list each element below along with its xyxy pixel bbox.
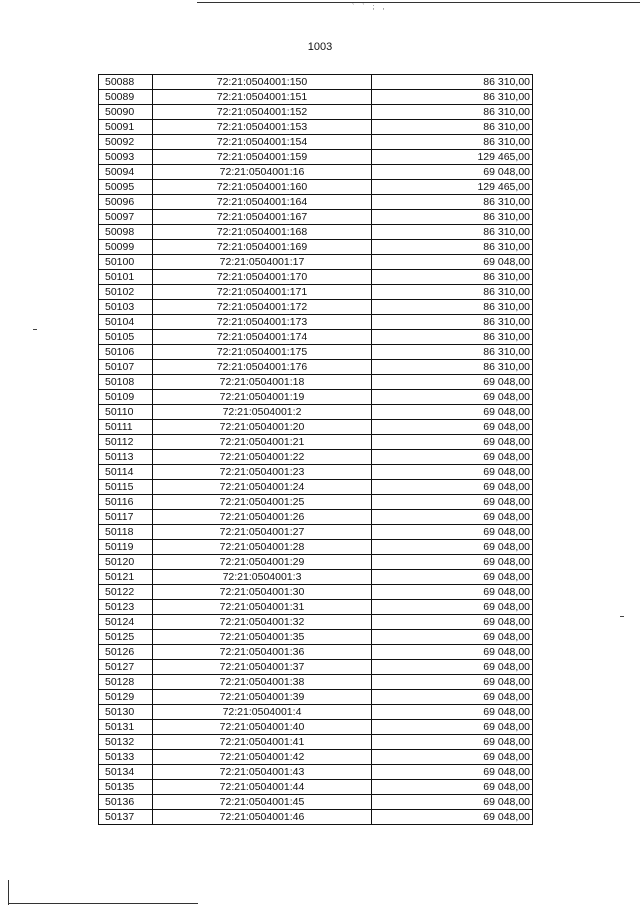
cadastral-number-cell: 72:21:0504001:19	[153, 390, 372, 405]
table-row	[99, 570, 533, 585]
table-row	[99, 420, 533, 435]
row-number-cell: 50112	[99, 435, 153, 450]
cadastral-number-cell: 72:21:0504001:20	[153, 420, 372, 435]
value-cell: 86 310,00	[372, 75, 533, 90]
table-row	[99, 285, 533, 300]
value-cell: 69 048,00	[372, 450, 533, 465]
cadastral-number-cell: 72:21:0504001:169	[153, 240, 372, 255]
cadastral-number-cell: 72:21:0504001:32	[153, 615, 372, 630]
table-row	[99, 630, 533, 645]
row-number-cell: 50132	[99, 735, 153, 750]
value-cell: 69 048,00	[372, 495, 533, 510]
table-row	[99, 810, 533, 825]
row-number-cell: 50095	[99, 180, 153, 195]
value-cell: 69 048,00	[372, 465, 533, 480]
table-row	[99, 150, 533, 165]
cadastral-number-cell: 72:21:0504001:159	[153, 150, 372, 165]
cadastral-number-cell: 72:21:0504001:21	[153, 435, 372, 450]
row-number-cell: 50099	[99, 240, 153, 255]
table-row	[99, 180, 533, 195]
table-row	[99, 195, 533, 210]
value-cell: 86 310,00	[372, 105, 533, 120]
value-cell: 69 048,00	[372, 630, 533, 645]
row-number-cell: 50109	[99, 390, 153, 405]
cadastral-number-cell: 72:21:0504001:41	[153, 735, 372, 750]
table-row	[99, 660, 533, 675]
value-cell: 86 310,00	[372, 210, 533, 225]
value-cell: 69 048,00	[372, 510, 533, 525]
table-row	[99, 540, 533, 555]
cadastral-number-cell: 72:21:0504001:164	[153, 195, 372, 210]
row-number-cell: 50107	[99, 360, 153, 375]
cadastral-number-cell: 72:21:0504001:37	[153, 660, 372, 675]
value-cell: 86 310,00	[372, 285, 533, 300]
cadastral-number-cell: 72:21:0504001:23	[153, 465, 372, 480]
value-cell: 86 310,00	[372, 330, 533, 345]
table-row	[99, 375, 533, 390]
value-cell: 69 048,00	[372, 660, 533, 675]
value-cell: 129 465,00	[372, 180, 533, 195]
row-number-cell: 50113	[99, 450, 153, 465]
cadastral-number-cell: 72:21:0504001:42	[153, 750, 372, 765]
cadastral-number-cell: 72:21:0504001:152	[153, 105, 372, 120]
row-number-cell: 50114	[99, 465, 153, 480]
cadastral-number-cell: 72:21:0504001:26	[153, 510, 372, 525]
bottom-rule	[8, 903, 198, 904]
cadastral-number-cell: 72:21:0504001:175	[153, 345, 372, 360]
table-row	[99, 75, 533, 90]
table-row	[99, 165, 533, 180]
value-cell: 69 048,00	[372, 675, 533, 690]
table-row	[99, 735, 533, 750]
table-row	[99, 705, 533, 720]
page-number: 1003	[307, 41, 333, 53]
cadastral-number-cell: 72:21:0504001:160	[153, 180, 372, 195]
value-cell: 129 465,00	[372, 150, 533, 165]
cadastral-number-cell: 72:21:0504001:173	[153, 315, 372, 330]
cadastral-number-cell: 72:21:0504001:171	[153, 285, 372, 300]
cadastral-number-cell: 72:21:0504001:35	[153, 630, 372, 645]
row-number-cell: 50089	[99, 90, 153, 105]
table-row	[99, 495, 533, 510]
row-number-cell: 50096	[99, 195, 153, 210]
value-cell: 86 310,00	[372, 90, 533, 105]
row-number-cell: 50129	[99, 690, 153, 705]
table-row	[99, 225, 533, 240]
table-row	[99, 120, 533, 135]
value-cell: 69 048,00	[372, 525, 533, 540]
value-cell: 69 048,00	[372, 720, 533, 735]
value-cell: 69 048,00	[372, 690, 533, 705]
row-number-cell: 50117	[99, 510, 153, 525]
row-number-cell: 50093	[99, 150, 153, 165]
table-row	[99, 600, 533, 615]
cadastral-number-cell: 72:21:0504001:43	[153, 765, 372, 780]
value-cell: 69 048,00	[372, 750, 533, 765]
value-cell: 69 048,00	[372, 585, 533, 600]
row-number-cell: 50101	[99, 270, 153, 285]
table-row	[99, 255, 533, 270]
row-number-cell: 50111	[99, 420, 153, 435]
row-number-cell: 50106	[99, 345, 153, 360]
value-cell: 69 048,00	[372, 570, 533, 585]
table-row	[99, 435, 533, 450]
table-row	[99, 135, 533, 150]
table-row	[99, 345, 533, 360]
value-cell: 86 310,00	[372, 195, 533, 210]
table-row	[99, 765, 533, 780]
cadastral-number-cell: 72:21:0504001:151	[153, 90, 372, 105]
value-cell: 86 310,00	[372, 315, 533, 330]
table-row	[99, 720, 533, 735]
table-row	[99, 90, 533, 105]
row-number-cell: 50116	[99, 495, 153, 510]
row-number-cell: 50133	[99, 750, 153, 765]
value-cell: 69 048,00	[372, 540, 533, 555]
cadastral-number-cell: 72:21:0504001:46	[153, 810, 372, 825]
value-cell: 86 310,00	[372, 300, 533, 315]
value-cell: 86 310,00	[372, 120, 533, 135]
table-row	[99, 360, 533, 375]
table-row	[99, 645, 533, 660]
value-cell: 86 310,00	[372, 270, 533, 285]
cadastral-number-cell: 72:21:0504001:44	[153, 780, 372, 795]
table-row	[99, 585, 533, 600]
value-cell: 69 048,00	[372, 165, 533, 180]
row-number-cell: 50123	[99, 600, 153, 615]
row-number-cell: 50131	[99, 720, 153, 735]
table-row	[99, 390, 533, 405]
table-row	[99, 330, 533, 345]
cadastral-number-cell: 72:21:0504001:150	[153, 75, 372, 90]
row-number-cell: 50122	[99, 585, 153, 600]
row-number-cell: 50105	[99, 330, 153, 345]
cadastral-number-cell: 72:21:0504001:154	[153, 135, 372, 150]
row-number-cell: 50130	[99, 705, 153, 720]
table-row	[99, 270, 533, 285]
value-cell: 69 048,00	[372, 780, 533, 795]
stray-mark-right	[620, 616, 624, 617]
table-row	[99, 300, 533, 315]
register-table	[98, 74, 533, 825]
table-row	[99, 690, 533, 705]
cadastral-number-cell: 72:21:0504001:27	[153, 525, 372, 540]
row-number-cell: 50102	[99, 285, 153, 300]
cadastral-number-cell: 72:21:0504001:39	[153, 690, 372, 705]
value-cell: 69 048,00	[372, 375, 533, 390]
value-cell: 69 048,00	[372, 810, 533, 825]
row-number-cell: 50135	[99, 780, 153, 795]
table-row	[99, 780, 533, 795]
scan-marks: ` ` ; ,	[352, 4, 388, 11]
row-number-cell: 50118	[99, 525, 153, 540]
table-row	[99, 210, 533, 225]
row-number-cell: 50090	[99, 105, 153, 120]
table-row	[99, 315, 533, 330]
cadastral-number-cell: 72:21:0504001:17	[153, 255, 372, 270]
cadastral-number-cell: 72:21:0504001:176	[153, 360, 372, 375]
table-row	[99, 240, 533, 255]
cadastral-number-cell: 72:21:0504001:174	[153, 330, 372, 345]
cadastral-number-cell: 72:21:0504001:31	[153, 600, 372, 615]
cadastral-number-cell: 72:21:0504001:18	[153, 375, 372, 390]
row-number-cell: 50136	[99, 795, 153, 810]
row-number-cell: 50098	[99, 225, 153, 240]
row-number-cell: 50115	[99, 480, 153, 495]
table-row	[99, 480, 533, 495]
value-cell: 69 048,00	[372, 255, 533, 270]
value-cell: 69 048,00	[372, 420, 533, 435]
value-cell: 69 048,00	[372, 765, 533, 780]
table-row	[99, 795, 533, 810]
cadastral-number-cell: 72:21:0504001:3	[153, 570, 372, 585]
value-cell: 86 310,00	[372, 225, 533, 240]
value-cell: 86 310,00	[372, 360, 533, 375]
row-number-cell: 50092	[99, 135, 153, 150]
cadastral-number-cell: 72:21:0504001:16	[153, 165, 372, 180]
row-number-cell: 50128	[99, 675, 153, 690]
cadastral-number-cell: 72:21:0504001:45	[153, 795, 372, 810]
cadastral-number-cell: 72:21:0504001:25	[153, 495, 372, 510]
cadastral-number-cell: 72:21:0504001:28	[153, 540, 372, 555]
bottom-corner-line	[8, 880, 9, 905]
value-cell: 69 048,00	[372, 705, 533, 720]
cadastral-number-cell: 72:21:0504001:4	[153, 705, 372, 720]
row-number-cell: 50103	[99, 300, 153, 315]
row-number-cell: 50100	[99, 255, 153, 270]
cadastral-number-cell: 72:21:0504001:170	[153, 270, 372, 285]
value-cell: 69 048,00	[372, 390, 533, 405]
cadastral-number-cell: 72:21:0504001:38	[153, 675, 372, 690]
cadastral-number-cell: 72:21:0504001:22	[153, 450, 372, 465]
value-cell: 86 310,00	[372, 135, 533, 150]
row-number-cell: 50126	[99, 645, 153, 660]
table-row	[99, 525, 533, 540]
row-number-cell: 50088	[99, 75, 153, 90]
row-number-cell: 50120	[99, 555, 153, 570]
row-number-cell: 50119	[99, 540, 153, 555]
row-number-cell: 50121	[99, 570, 153, 585]
cadastral-number-cell: 72:21:0504001:36	[153, 645, 372, 660]
table-row	[99, 450, 533, 465]
value-cell: 69 048,00	[372, 480, 533, 495]
row-number-cell: 50108	[99, 375, 153, 390]
table-row	[99, 555, 533, 570]
cadastral-number-cell: 72:21:0504001:153	[153, 120, 372, 135]
cadastral-number-cell: 72:21:0504001:167	[153, 210, 372, 225]
cadastral-number-cell: 72:21:0504001:24	[153, 480, 372, 495]
value-cell: 69 048,00	[372, 615, 533, 630]
row-number-cell: 50110	[99, 405, 153, 420]
value-cell: 69 048,00	[372, 600, 533, 615]
table-row	[99, 675, 533, 690]
cadastral-number-cell: 72:21:0504001:2	[153, 405, 372, 420]
cadastral-number-cell: 72:21:0504001:40	[153, 720, 372, 735]
table-row	[99, 405, 533, 420]
cadastral-number-cell: 72:21:0504001:30	[153, 585, 372, 600]
row-number-cell: 50134	[99, 765, 153, 780]
value-cell: 69 048,00	[372, 795, 533, 810]
value-cell: 69 048,00	[372, 405, 533, 420]
value-cell: 69 048,00	[372, 555, 533, 570]
row-number-cell: 50094	[99, 165, 153, 180]
row-number-cell: 50104	[99, 315, 153, 330]
row-number-cell: 50125	[99, 630, 153, 645]
row-number-cell: 50097	[99, 210, 153, 225]
table-body	[99, 75, 533, 825]
table-row	[99, 750, 533, 765]
value-cell: 69 048,00	[372, 735, 533, 750]
table-row	[99, 465, 533, 480]
cadastral-number-cell: 72:21:0504001:29	[153, 555, 372, 570]
table-row	[99, 615, 533, 630]
value-cell: 86 310,00	[372, 240, 533, 255]
cadastral-number-cell: 72:21:0504001:168	[153, 225, 372, 240]
row-number-cell: 50091	[99, 120, 153, 135]
top-rule	[197, 2, 640, 3]
row-number-cell: 50124	[99, 615, 153, 630]
value-cell: 86 310,00	[372, 345, 533, 360]
row-number-cell: 50127	[99, 660, 153, 675]
stray-mark-left	[33, 329, 37, 330]
value-cell: 69 048,00	[372, 645, 533, 660]
row-number-cell: 50137	[99, 810, 153, 825]
table-row	[99, 105, 533, 120]
value-cell: 69 048,00	[372, 435, 533, 450]
table-row	[99, 510, 533, 525]
cadastral-number-cell: 72:21:0504001:172	[153, 300, 372, 315]
